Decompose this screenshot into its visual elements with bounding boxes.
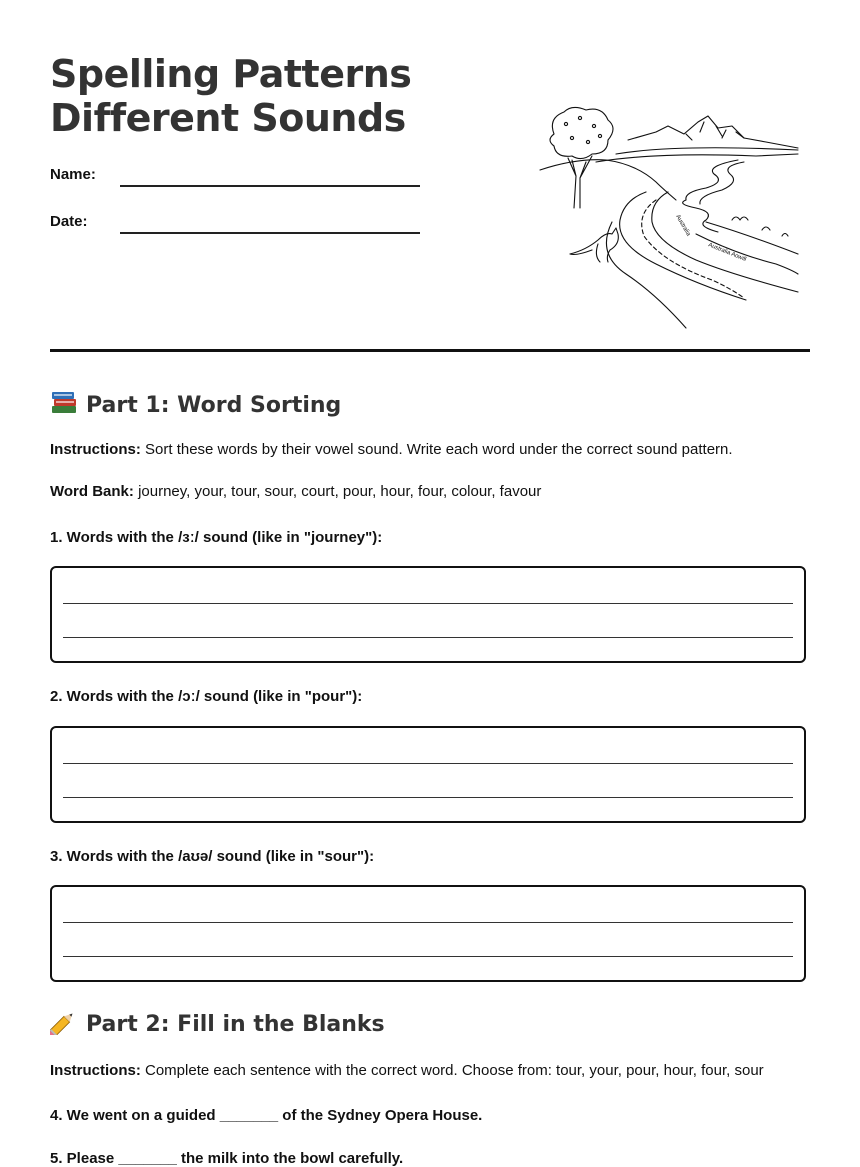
date-field[interactable] bbox=[50, 213, 430, 243]
header-divider bbox=[50, 349, 810, 352]
name-write-line[interactable] bbox=[120, 185, 420, 187]
pencil-icon bbox=[50, 1009, 78, 1035]
answer-line[interactable] bbox=[63, 603, 793, 604]
answer-line[interactable] bbox=[63, 763, 793, 764]
road-sign-text-2: Australia Aowill bbox=[707, 242, 747, 263]
sentence-5: 5. Please _______ the milk into the bowl carefully. bbox=[50, 1150, 404, 1167]
part2-title: Part 2: Fill in the Blanks bbox=[86, 1012, 385, 1037]
answer-line[interactable] bbox=[63, 956, 793, 957]
name-field[interactable] bbox=[50, 166, 430, 196]
date-write-line[interactable] bbox=[120, 232, 420, 234]
name-label: Name: bbox=[50, 166, 96, 183]
question-3-answer-box[interactable] bbox=[50, 885, 806, 982]
question-1-answer-box[interactable] bbox=[50, 566, 806, 663]
title-line-1: Spelling Patterns bbox=[50, 52, 412, 96]
part1-instructions bbox=[50, 441, 830, 458]
title-line-2: Different Sounds bbox=[50, 96, 406, 140]
part2-instructions-text: Complete each sentence with the correct word. Choose from: tour, your, pour, hour, four, sour bbox=[140, 1062, 764, 1079]
part2-heading bbox=[50, 1009, 385, 1037]
books-icon bbox=[50, 390, 78, 416]
sentence-4: 4. We went on a guided _______ of the Sydney Opera House. bbox=[50, 1107, 483, 1124]
part1-title: Part 1: Word Sorting bbox=[86, 393, 342, 418]
word-bank-text: journey, your, tour, sour, court, pour, hour, four, colour, favour bbox=[133, 483, 542, 500]
part1-heading bbox=[50, 390, 341, 418]
part1-instructions-label: Instructions: bbox=[50, 441, 141, 458]
question-3-label: 3. Words with the /aʊə/ sound (like in "sour"): bbox=[50, 848, 375, 865]
part1-instructions-text: Sort these words by their vowel sound. Write each word under the correct sound pattern. bbox=[140, 441, 733, 458]
question-1-label: 1. Words with the /ɜː/ sound (like in "journey"): bbox=[50, 529, 383, 546]
road-sign-text-1: Australia bbox=[674, 214, 692, 238]
worksheet-title bbox=[50, 52, 411, 140]
word-bank-label: Word Bank: bbox=[50, 483, 134, 500]
answer-line[interactable] bbox=[63, 922, 793, 923]
answer-line[interactable] bbox=[63, 797, 793, 798]
part2-instructions-label: Instructions: bbox=[50, 1062, 141, 1079]
word-bank bbox=[50, 483, 830, 500]
question-2-label: 2. Words with the /ɔː/ sound (like in "pour"): bbox=[50, 688, 363, 705]
question-2-answer-box[interactable] bbox=[50, 726, 806, 823]
date-label: Date: bbox=[50, 213, 88, 230]
australian-outback-road-illustration bbox=[536, 104, 802, 332]
part2-instructions bbox=[50, 1062, 830, 1079]
answer-line[interactable] bbox=[63, 637, 793, 638]
